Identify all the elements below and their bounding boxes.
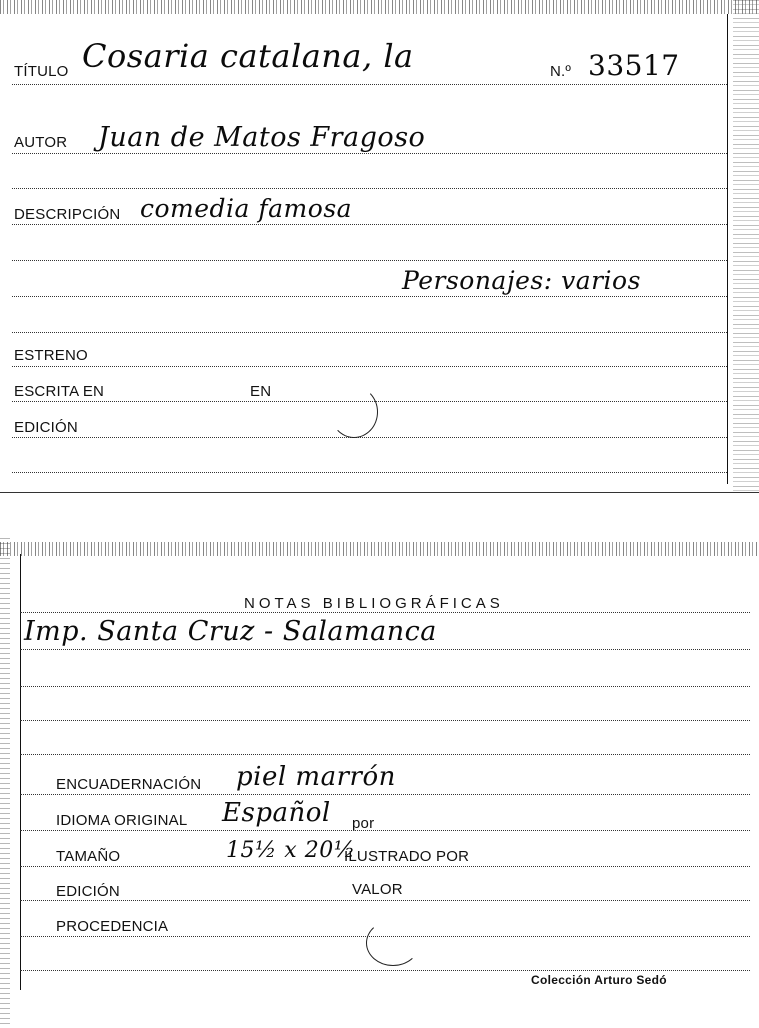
illustrated-label: ILUSTRADO POR xyxy=(344,848,470,865)
right-border-line xyxy=(727,14,728,484)
edition-rule xyxy=(12,437,727,438)
punch-hole-mark-back xyxy=(366,920,420,966)
bottom-rule xyxy=(12,472,727,473)
description-rule xyxy=(12,224,727,225)
description-label: DESCRIPCIÓN xyxy=(14,206,121,223)
blank-rule-3 xyxy=(12,332,727,333)
heading-rule xyxy=(20,612,750,613)
left-border-line xyxy=(20,554,21,990)
binding-value: piel marrón xyxy=(236,762,396,792)
language-value: Español xyxy=(222,798,331,828)
size-label: TAMAÑO xyxy=(56,848,121,865)
edition-label-back: EDICIÓN xyxy=(56,883,120,900)
collection-footer: Colección Arturo Sedó xyxy=(531,973,667,987)
value-label: VALOR xyxy=(352,881,403,898)
blank-rule-b1 xyxy=(20,686,750,687)
blank-rule-1 xyxy=(12,188,727,189)
card-separator xyxy=(0,492,759,493)
author-value: Juan de Matos Fragoso xyxy=(98,122,426,153)
number-value: 33517 xyxy=(588,49,680,82)
premiere-rule xyxy=(12,366,727,367)
catalog-card-front xyxy=(0,0,759,492)
title-label: TÍTULO xyxy=(14,63,69,80)
binding-label: ENCUADERNACIÓN xyxy=(56,776,202,793)
bottom-rule-back xyxy=(20,970,750,971)
blank-rule-b3 xyxy=(20,754,750,755)
language-label: IDIOMA ORIGINAL xyxy=(56,812,188,829)
punch-hole-mark xyxy=(330,386,378,438)
catalog-card-back xyxy=(0,538,759,1028)
scan-edge-left-back xyxy=(0,538,10,1028)
written-in-label: ESCRITA EN xyxy=(14,383,105,400)
title-rule xyxy=(12,84,727,85)
scan-edge-top-back xyxy=(0,542,759,556)
by-label: por xyxy=(352,815,375,832)
scan-edge-right xyxy=(733,0,759,492)
description-value: comedia famosa xyxy=(140,194,353,223)
characters-value: Personajes: varios xyxy=(402,266,641,295)
edition-label: EDICIÓN xyxy=(14,419,78,436)
author-label: AUTOR xyxy=(14,134,68,151)
number-label: N.º xyxy=(550,63,572,80)
scan-edge-top xyxy=(0,0,759,14)
characters-rule xyxy=(12,296,727,297)
language-rule xyxy=(20,830,750,831)
blank-rule-b2 xyxy=(20,720,750,721)
premiere-label: ESTRENO xyxy=(14,347,88,364)
provenance-label: PROCEDENCIA xyxy=(56,918,169,935)
edition-rule-back xyxy=(20,900,750,901)
blank-rule-2 xyxy=(12,260,727,261)
notes-heading: NOTAS BIBLIOGRÁFICAS xyxy=(244,595,504,612)
binding-rule xyxy=(20,794,750,795)
notes-rule xyxy=(20,649,750,650)
title-value: Cosaria catalana, la xyxy=(82,37,414,75)
size-rule xyxy=(20,866,750,867)
in-label: EN xyxy=(250,383,272,400)
author-rule xyxy=(12,153,727,154)
size-value: 15½ x 20½ xyxy=(226,838,356,863)
notes-value: Imp. Santa Cruz - Salamanca xyxy=(24,616,437,647)
